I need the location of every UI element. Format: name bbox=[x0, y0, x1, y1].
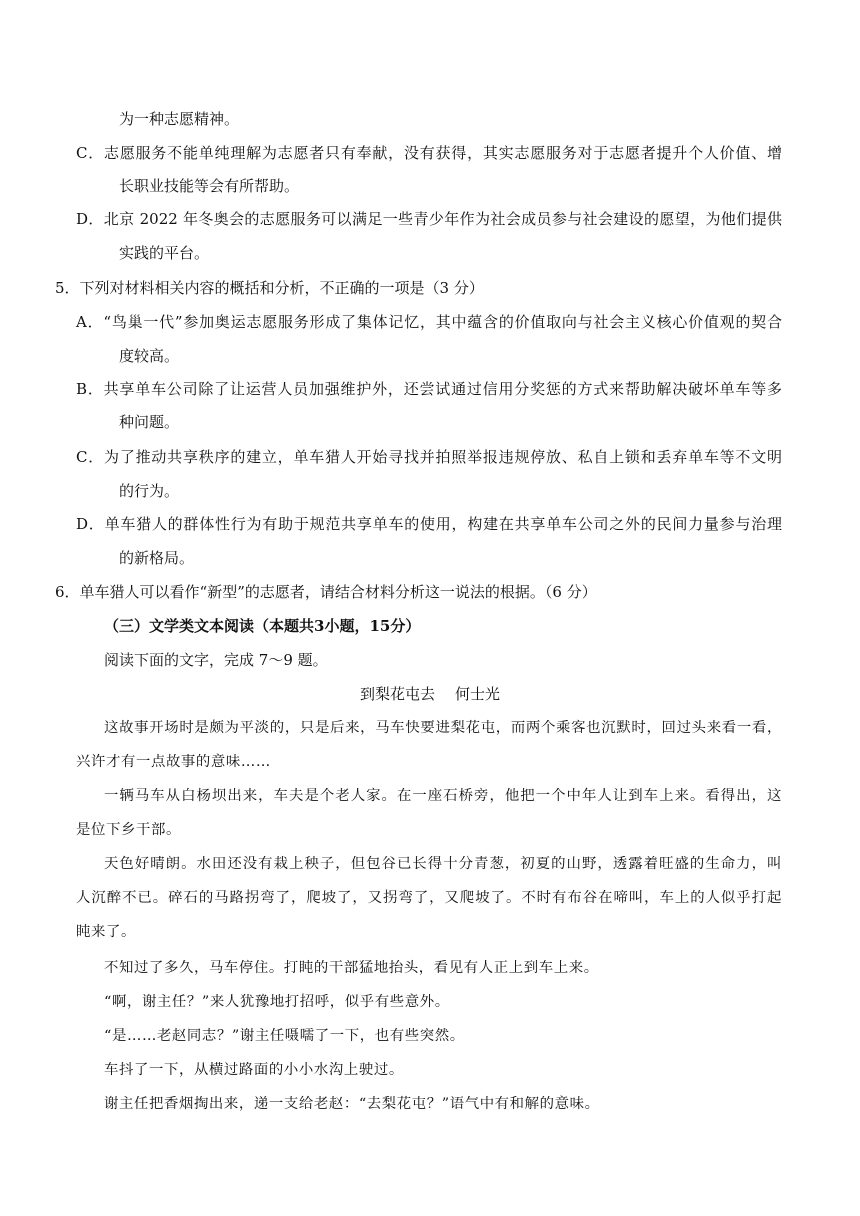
reading-instruction: 阅读下面的文字，完成 7～9 题。 bbox=[104, 651, 328, 669]
q5-option-b-line1: B．共享单车公司除了让运营人员加强维护外，还尝试通过信用分奖惩的方式来帮助解决破坏单车等多 bbox=[76, 380, 782, 398]
story-p8: 谢主任把香烟掏出来，递一支给老赵：“去梨花屯？”语气中有和解的意味。 bbox=[104, 1096, 600, 1112]
story-title: 到梨花屯去 bbox=[359, 685, 435, 703]
q5-option-b-line2: 种问题。 bbox=[119, 413, 180, 431]
story-p7: 车抖了一下，从横过路面的小小水沟上驶过。 bbox=[104, 1062, 404, 1078]
q4-option-d-line2: 实践的平台。 bbox=[119, 244, 210, 262]
q5-option-c-line1: C．为了推动共享秩序的建立，单车猎人开始寻找并拍照举报违规停放、私自上锁和丢弃单车等不文明 bbox=[76, 448, 782, 466]
story-author: 何士光 bbox=[455, 685, 501, 703]
q5-option-a-line1: A．“鸟巢一代”参加奥运志愿服务形成了集体记忆，其中蕴含的价值取向与社会主义核心价值观的契合 bbox=[76, 313, 782, 331]
q4-option-b-continuation: 为一种志愿精神。 bbox=[119, 110, 240, 128]
q4-option-d-line1: D．北京 2022 年冬奥会的志愿服务可以满足一些青少年作为社会成员参与社会建设的愿望，为他们提供 bbox=[76, 210, 782, 228]
story-p3-line1: 天色好晴朗。水田还没有栽上秧子，但包谷已长得十分青葱，初夏的山野，透露着旺盛的生命力，叫 bbox=[104, 856, 782, 872]
story-p2-line1: 一辆马车从白杨坝出来，车夫是个老人家。在一座石桥旁，他把一个中年人让到车上来。看得出，这 bbox=[104, 788, 782, 804]
q5-option-c-line2: 的行为。 bbox=[119, 482, 180, 500]
story-title-line bbox=[0, 684, 860, 704]
section-heading: （三）文学类文本阅读（本题共3小题，15分） bbox=[104, 617, 421, 635]
q5-option-a-line2: 度较高。 bbox=[119, 347, 180, 365]
q6-stem: 6．单车猎人可以看作“新型”的志愿者，请结合材料分析这一说法的根据。（6 分） bbox=[55, 583, 597, 601]
story-p2-line2: 是位下乡干部。 bbox=[76, 822, 181, 838]
story-p5: “啊，谢主任？”来人犹豫地打招呼，似乎有些意外。 bbox=[104, 994, 450, 1010]
story-p6: “是……老赵同志？”谢主任嗫嚅了一下，也有些突然。 bbox=[104, 1028, 465, 1044]
q5-option-d-line2: 的新格局。 bbox=[119, 549, 195, 567]
q4-option-c-line1: C．志愿服务不能单纯理解为志愿者只有奉献，没有获得，其实志愿服务对于志愿者提升个人价值、增 bbox=[76, 144, 782, 162]
q5-stem: 5．下列对材料相关内容的概括和分析，不正确的一项是（3 分） bbox=[55, 279, 484, 297]
q4-option-c-line2: 长职业技能等会有所帮助。 bbox=[119, 177, 300, 195]
story-p3-line3: 盹来了。 bbox=[76, 924, 136, 940]
story-p3-line2: 人沉醉不已。碎石的马路拐弯了，爬坡了，又拐弯了，又爬坡了。不时有布谷在啼叫，车上的人似乎打起 bbox=[76, 890, 782, 906]
story-p4: 不知过了多久，马车停住。打盹的干部猛地抬头，看见有人正上到车上来。 bbox=[104, 960, 599, 976]
story-p1-line1: 这故事开场时是颇为平淡的，只是后来，马车快要进梨花屯，而两个乘客也沉默时，回过头来看一看， bbox=[104, 720, 782, 736]
story-p1-line2: 兴许才有一点故事的意味…… bbox=[76, 754, 271, 770]
q5-option-d-line1: D．单车猎人的群体性行为有助于规范共享单车的使用，构建在共享单车公司之外的民间力量参与治理 bbox=[76, 515, 782, 533]
